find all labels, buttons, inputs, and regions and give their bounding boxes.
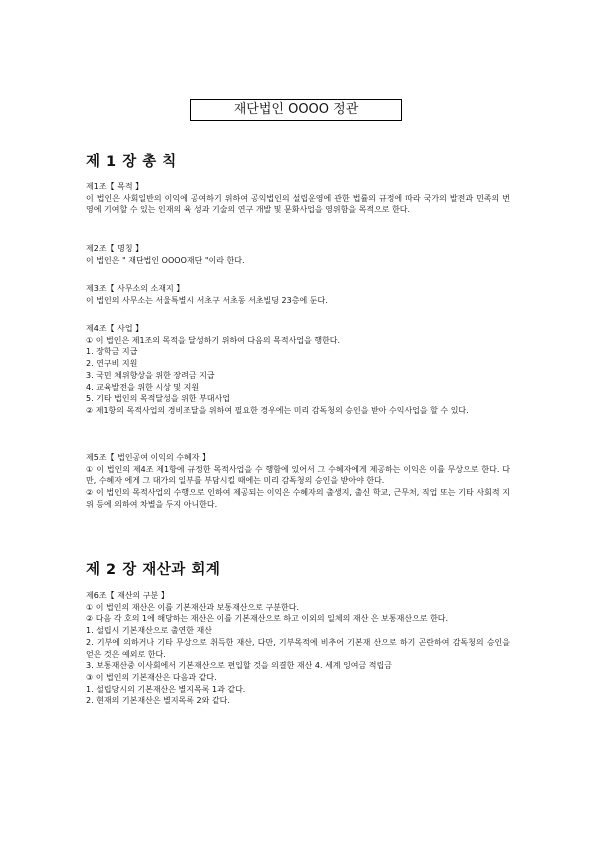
article-text: ② 이 법인의 목적사업의 수행으로 인하여 제공되는 이익은 수혜자의 출생지, 출신 학교, 근무처, 직업 또는 기타 사회적 지위 등에 의하여 차별을 두지 아니한다. (86, 488, 510, 509)
article-4 (86, 323, 510, 417)
list-item: 3. 국민 체위향상을 위한 장려금 지급 (86, 370, 215, 380)
article-title: 제4조【 사업 】 (86, 324, 144, 333)
list-item: 5. 기타 법인의 목적달성을 위한 부대사업 (86, 394, 230, 404)
article-text: ② 제1항의 목적사업의 경비조달을 위하여 필요한 경우에는 미리 감독청의 승인을 받아 수익사업을 할 수 있다. (86, 405, 469, 415)
article-5 (86, 452, 510, 511)
document-title: 재단법인 OOOO 정관 (190, 99, 402, 121)
article-6 (86, 590, 510, 707)
chapter-heading: 제 2 장 재산과 회계 (86, 562, 221, 578)
article-text: ② 다음 각 호의 1에 해당하는 재산은 이를 기본재산으로 하고 이외의 일체의 재산 은 보통재산으로 한다. (86, 614, 449, 624)
article-title: 제3조【 사무소의 소재지 】 (86, 284, 185, 293)
article-text: ① 이 법인은 제1조의 목적을 달성하기 위하여 다음의 목적사업을 행한다. (86, 335, 341, 345)
chapter-heading: 제 1 장 총 칙 (86, 154, 177, 170)
article-title: 제6조【 재산의 구분 】 (86, 591, 169, 600)
article-text: ③ 이 법인의 기본재산은 다음과 같다. (86, 672, 217, 682)
list-item: 3. 보통재산중 이사회에서 기본재산으로 편입할 것을 의결한 재산 4. 세계 잉여금 적립금 (86, 661, 392, 671)
article-2 (86, 243, 510, 266)
article-title: 제2조【 명칭 】 (86, 244, 144, 253)
list-item: 1. 설립당시의 기본재산은 별지목록 1과 같다. (86, 684, 246, 694)
article-title: 제5조【 법인공여 이익의 수혜자 】 (86, 453, 210, 462)
article-text: 이 법인은 " 재단법인 OOOO재단 "이라 한다. (86, 255, 245, 265)
article-text: 이 법인은 사회일반의 이익에 공여하기 위하여 공익법인의 설립운영에 관한 법률의 규정에 따라 국가의 발전과 민족의 번영에 기여할 수 있는 인재의 육 성과 기술의 연구 개발 및 문화사업을 영위함을 목적으로 한다. (86, 193, 510, 215)
article-title: 제1조【 목적 】 (86, 182, 144, 191)
article-text: 이 법인의 사무소는 서울특별시 서초구 서초동 서초빌딩 23층에 둔다. (86, 295, 328, 305)
list-item: 1. 설립시 기본재산으로 출연한 재산 (86, 626, 212, 636)
list-item: 2. 연구비 지원 (86, 359, 138, 369)
list-item: 2. 기부에 의하거나 기타 무상으로 취득한 재산, 다만, 기부목적에 비추어 기본재 산으로 하기 곤란하여 감독청의 승인을 얻은 것은 예외로 한다. (86, 637, 510, 659)
article-text: ① 이 법인의 제4조 제1항에 규정한 목적사업을 수 행함에 있어서 그 수혜자에게 제공하는 이익은 이를 무상으로 한다. 다만, 수혜자 에게 그 대가의 일부를 부담시킬 때에는 미리 감독청의 승인을 받아야 한다. (86, 464, 510, 486)
article-3 (86, 283, 510, 306)
list-item: 4. 교육발전을 위한 시상 및 지원 (86, 382, 200, 392)
list-item: 2. 현재의 기본재산은 별지목록 2와 같다. (86, 696, 230, 706)
list-item: 1. 장학금 지급 (86, 347, 138, 357)
article-1 (86, 181, 510, 216)
article-text: ① 이 법인의 재산은 이를 기본재산과 보통재산으로 구분한다. (86, 602, 299, 612)
